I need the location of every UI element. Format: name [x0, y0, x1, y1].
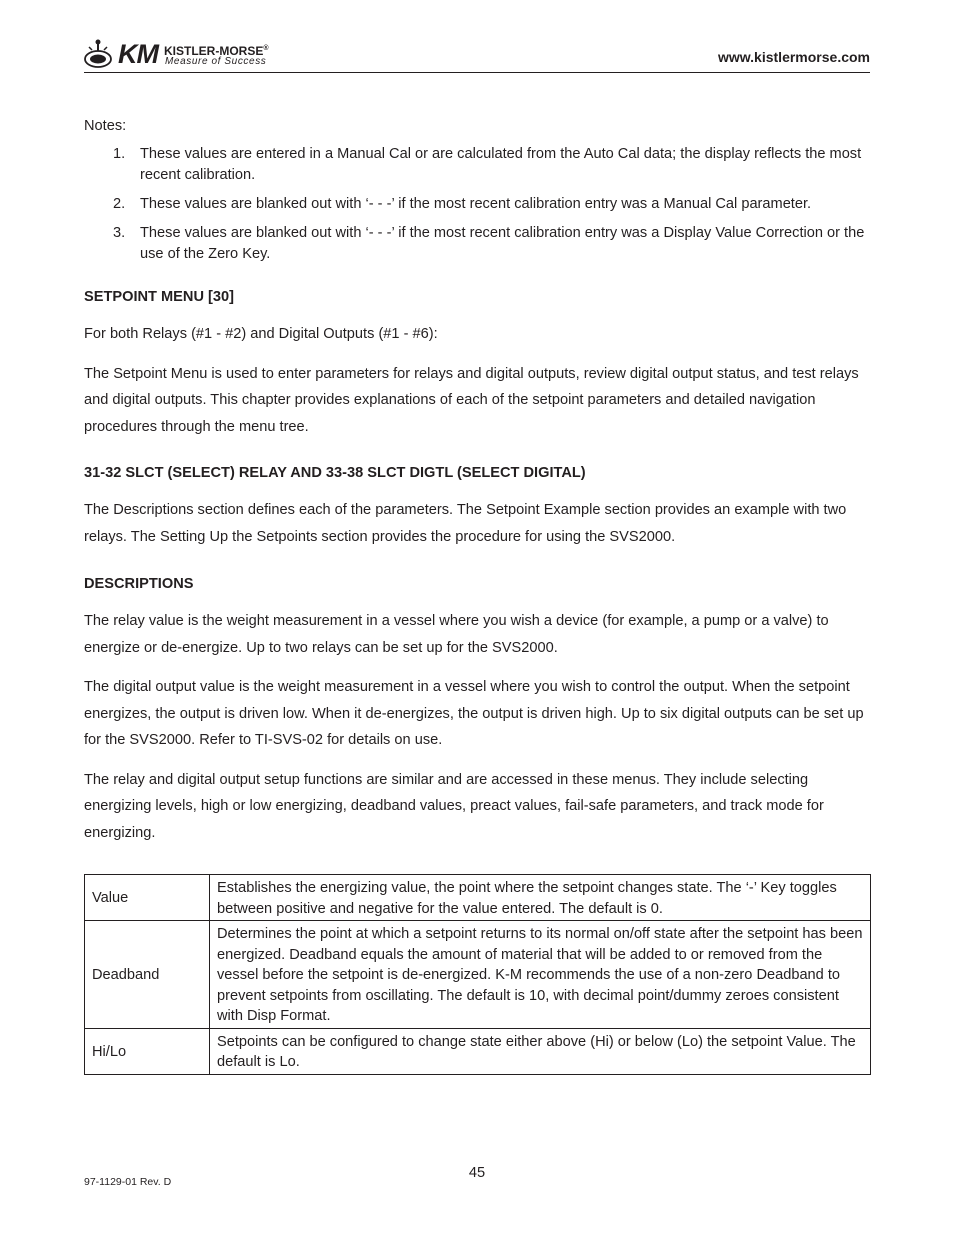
company-logo	[84, 38, 284, 70]
table-row	[85, 921, 871, 1029]
logo-letters: KM	[118, 39, 158, 69]
company-tagline: Measure of Success	[165, 56, 267, 67]
page-content	[84, 116, 874, 846]
descriptions-paragraph: The relay and digital output setup functions are similar and are accessed in these menus. They include selecting energizing levels, high or low energizing, deadband values, preact values, fail-safe parameters, and track mode for energizing.	[84, 771, 824, 841]
parameter-description-cell: Setpoints can be configured to change state either above (Hi) or below (Lo) the setpoint Value. The default is Lo.	[210, 1028, 871, 1074]
parameter-description-cell: Determines the point at which a setpoint returns to its normal on/off state after the setpoint has been energized. Deadband equals the amount of material that will be added to or removed from the vessel before the setpoint is de-energized. K-M recommends the use of a non-zero Deadband to prevent setpoints from oscillating. The default is 10, with decimal point/dummy zeroes consistent with Disp Format.	[210, 921, 871, 1029]
parameter-name-cell: Value	[85, 875, 210, 921]
notes-label: Notes:	[84, 118, 127, 134]
setpoint-menu-body: The Setpoint Menu is used to enter parameters for relays and digital outputs, review digital output status, and test relays and digital outputs. This chapter provides explanations of each of the setpoint parameters and detailed navigation procedures through the menu tree.	[84, 365, 859, 435]
descriptions-paragraph: The relay value is the weight measurement in a vessel where you wish a device (for example, a pump or a valve) to energize or de-energize. Up to two relays can be set up for the SVS2000.	[84, 613, 829, 656]
select-relay-body: The Descriptions section defines each of the parameters. The Setpoint Example section provides an example with two relays. The Setting Up the Setpoints section provides the procedure for using the SVS2000.	[84, 502, 847, 545]
list-item: 1. These values are entered in a Manual Cal or are calculated from the Auto Cal data; the display reflects the most recent calibration.	[113, 146, 862, 183]
setpoint-menu-heading: SETPOINT MENU [30]	[84, 289, 235, 305]
notes-list	[84, 144, 874, 265]
parameter-name-cell: Deadband	[85, 921, 210, 1029]
table-row	[85, 875, 871, 921]
table-row	[85, 1028, 871, 1074]
page-header	[84, 36, 870, 73]
parameter-name-cell: Hi/Lo	[85, 1028, 210, 1074]
website-url: www.kistlermorse.com	[718, 49, 870, 65]
select-relay-heading: 31-32 SLCT (SELECT) RELAY AND 33-38 SLCT DIGTL (SELECT DIGITAL)	[84, 465, 586, 481]
setpoint-parameters-table	[84, 874, 871, 1075]
document-code: 97-1129-01 Rev. D	[84, 1176, 172, 1188]
company-name: KISTLER-MORSE®	[164, 44, 269, 58]
kistler-morse-logo-icon	[84, 38, 114, 70]
list-item: 2. These values are blanked out with ‘- - -’ if the most recent calibration entry was a Manual Cal parameter.	[113, 196, 812, 212]
descriptions-heading: DESCRIPTIONS	[84, 576, 194, 592]
setpoint-menu-subtitle: For both Relays (#1 - #2) and Digital Outputs (#1 - #6):	[84, 326, 438, 342]
list-item: 3. These values are blanked out with ‘- - -’ if the most recent calibration entry was a Display Value Correction or the use of the Zero Key.	[113, 225, 865, 262]
descriptions-paragraph: The digital output value is the weight measurement in a vessel where you wish to control the output. When the setpoint energizes, the output is driven low. When it de-energizes, the output is driven high. Up to six digital outputs can be set up for the SVS2000. Refer to TI-SVS-02 for details on use.	[84, 679, 864, 748]
page-number: 45	[468, 1165, 486, 1181]
parameter-description-cell: Establishes the energizing value, the point where the setpoint changes state. The ‘-’ Key toggles between positive and negative for the value entered. The default is 0.	[210, 875, 871, 921]
